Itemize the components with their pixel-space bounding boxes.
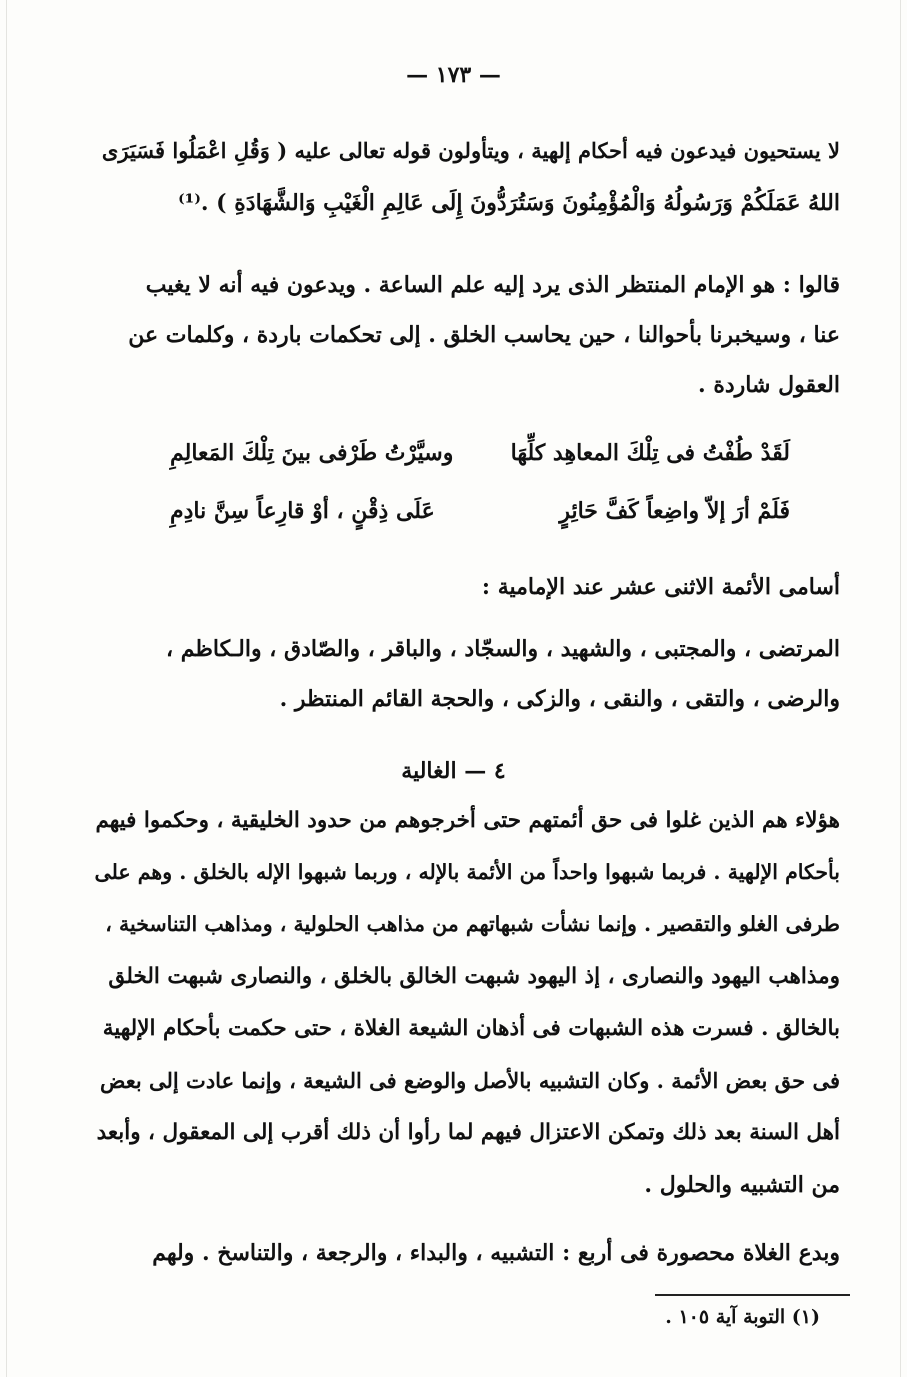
imams-list [95,636,840,726]
verse-1-second-hemistich: وسيَّرْتُ طَرْفى بينَ تِلْكَ المَعالِمِ [170,440,454,466]
text-line: من التشبيه والحلول . [644,1172,840,1198]
verse-2-second-hemistich: عَلَى ذِقْنٍ ، أوْ قارِعاً سِنَّ نادِمِ [170,498,435,524]
section-heading: ٤ — الغالية [401,758,506,784]
text-line: أهل السنة بعد ذلك وتمكن الاعتزال فيهم لما رأوا أن ذلك أقرب إلى المعقول ، وأبعد [96,1120,840,1145]
text-line: بالخالق . فسرت هذه الشبهات فى أذهان الشيعة الغلاة ، حتى حكمت بأحكام الإلهية [102,1016,840,1041]
imams-heading: أسامى الأئمة الاثنى عشر عند الإمامية : [481,574,840,600]
verse-2-first-hemistich: فَلَمْ أرَ إلاّ واضِعاً كَفَّ حَائِرٍ [559,498,790,524]
text-line: المرتضى ، والمجتبى ، والشهيد ، والسجّاد ، والباقر ، والصّادق ، والـكاظم ، [165,636,840,662]
text-line: طرفى الغلو والتقصير . وإنما نشأت شبهاتهم من مذاهب الحلولية ، ومذاهب التناسخية ، [105,912,840,936]
text-line: وبدع الغلاة محصورة فى أربع : التشبيه ، والبداء ، والرجعة ، والتناسخ . ولهم [152,1240,840,1266]
verse-1-first-hemistich: لَقَدْ طُفْتُ فى تِلْكَ المعاهِد كلِّهَا [510,440,790,466]
text-line: والرضى ، والتقى ، والنقى ، والزكى ، والحجة القائم المنتظر . [279,686,840,712]
paragraph-quran-quote [95,138,840,228]
scan-edge-right [900,0,901,1377]
text-line: عنا ، وسيخبرنا بأحوالنا ، حين يحاسب الخلق . إلى تحكمات باردة ، وكلمات عن [128,322,840,348]
page-number: — ١٧٣ — [406,62,501,88]
text-line: قالوا : هو الإمام المنتظر الذى يرد إليه علم الساعة . ويدعون فيه أنه لا يغيب [145,272,840,298]
imams-heading-block [95,574,840,610]
footnote: (١) التوبة آية ١٠٥ . [665,1306,820,1328]
text-line: ومذاهب اليهود والنصارى ، إذ اليهود شبهت الخالق بالخلق ، والنصارى شبهت الخلق [108,964,840,989]
paragraph-awaited-imam [95,272,840,402]
poem-verses [170,440,790,550]
text-line: هؤلاء هم الذين غلوا فى حق أئمتهم حتى أخرجوهم من حدود الخليقية ، وحكموا فيهم [95,808,840,833]
text-line: بأحكام الإلهية . فربما شبهوا واحداً من الأئمة بالإله ، وربما شبهوا الإله بالخلق . وهم على [94,860,840,884]
paragraph-innovations [95,1240,840,1276]
text-line: اللهُ عَمَلَكُمْ وَرَسُولُهُ وَالْمُؤْمِنُونَ وَسَتُرَدُّونَ إِلَى عَالِمِ الْغَيْبِ وَالشَّهَادَةِ ) .⁽¹⁾ [178,190,840,216]
text-line: العقول شاردة . [698,372,840,398]
footnote-divider [655,1294,850,1296]
text-line: لا يستحيون فيدعون فيه أحكام إلهية ، ويتأولون قوله تعالى عليه ( وَقُلِ اعْمَلُوا فَسَيَرَى [101,138,840,163]
text-line: فى حق بعض الأئمة . وكان التشبيه بالأصل والوضع فى الشيعة ، وإنما عادت إلى بعض [99,1068,840,1093]
scan-edge-left [6,0,7,1377]
paragraph-ghaliya [95,808,840,1218]
